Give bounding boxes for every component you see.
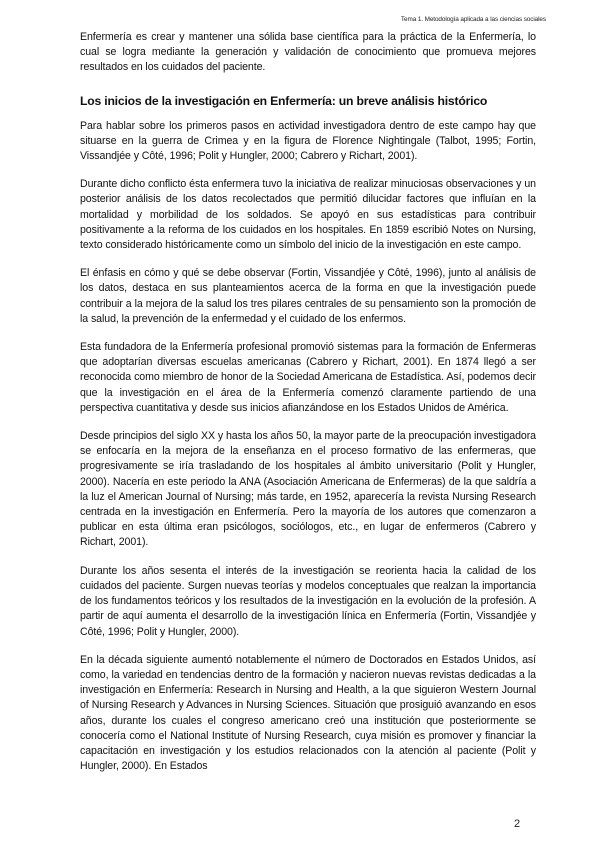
section-heading: Los inicios de la investigación en Enfermería: un breve análisis histórico: [80, 93, 488, 108]
body-paragraph: Durante dicho conflicto ésta enfermera tuvo la iniciativa de realizar minuciosas observaciones y un posterior análisis de los datos recolectados que permitió dilucidar factores que influían en la mortalidad y morbilidad de los soldados. Se apoyó en sus estadísticas para contribuir positivamente a la reforma de los cuidados en los hospitales. En 1859 escribió Notes on Nursing, texto considerado históricamente como un símbolo del inicio de la investigación en este campo.: [80, 178, 536, 252]
document-body: [80, 30, 536, 787]
running-header: Tema 1. Metodología aplicada a las ciencias sociales: [400, 16, 546, 23]
intro-paragraph: Enfermería es crear y mantener una sólida base científica para la práctica de la Enfermería, lo cual se logra mediante la generación y validación de conocimiento que promueva mejores resultados en los cuidados del paciente.: [80, 31, 536, 74]
body-paragraph: En la década siguiente aumentó notablemente el número de Doctorados en Estados Unidos, así como, la variedad en tendencias dentro de la formación y nacieron nuevas revistas dedicadas a la investigación en Enfermería: Research in Nursing and Health, a la que siguieron Western Journal of Nursing Research y Advances in Nursing Sciences. Situación que prosiguió avanzando en esos años, durante los cuales el congreso americano creó una institución que posteriormente se conocería como el National Institute of Nursing Research, cuya misión es promover y financiar la capacitación en investigación y los estudios relacionados con la atención al paciente (Polit y Hungler, 2000). En Estados: [80, 653, 536, 773]
body-paragraph: Durante los años sesenta el interés de la investigación se reorienta hacia la calidad de los cuidados del paciente. Surgen nuevas teorías y modelos conceptuales que realzan la importancia de los fundamentos teóricos y los resultados de la investigación en la evolución de la profesión. A partir de aquí aumenta el desarrollo de la investigación línica en Enfermería (Fortin, Vissandjée y Côté, 1996; Polit y Hungler, 2000).: [80, 564, 536, 638]
body-paragraph: Esta fundadora de la Enfermería profesional promovió sistemas para la formación de Enfermeras que adoptarían diversas escuelas americanas (Cabrero y Richart, 2001). En 1874 llegó a ser reconocida como miembro de honor de la Sociedad Americana de Estadística. Así, podemos decir que la investigación en el área de la Enfermería comenzó claramente partiendo de una perspectiva cuantitativa y desde sus inicios afianzándose en los Estados Unidos de América.: [80, 341, 536, 414]
body-paragraph: El énfasis en cómo y qué se debe observar (Fortin, Vissandjée y Côté, 1996), junto al análisis de los datos, destaca en sus planteamientos acerca de la forma en que la investigación puede contribuir a la mejora de la salud los tres pilares centrales de su pensamiento son la promoción de la salud, la prevención de la enfermedad y el cuidado de los enfermos.: [80, 267, 536, 325]
body-paragraph: Desde principios del siglo XX y hasta los años 50, la mayor parte de la preocupación investigadora se enfocaría en la mejora de la enseñanza en el proceso formativo de las enfermeras, que progresivamente se iría trasladando de los hospitales al ámbito universitario (Polit y Hungler, 2000). Nacería en este periodo la ANA (Asociación Americana de Enfermeras) de la que saldría a la luz el American Journal of Nursing; más tarde, en 1952, aparecería la revista Nursing Research centrada en la investigación en Enfermería. Pero la mayoría de los autores que comenzaron a publicar en esta última eran psicólogos, sociólogos, etc., en lugar de enfermeros (Cabrero y Richart, 2001).: [80, 430, 536, 549]
page-number: 2: [514, 818, 521, 830]
body-paragraph: Para hablar sobre los primeros pasos en actividad investigadora dentro de este campo hay que situarse en la guerra de Crimea y en la figura de Florence Nightingale (Talbot, 1995; Fortin, Vissandjée y Côté, 1996; Polit y Hungler, 2000; Cabrero y Richart, 2001).: [80, 119, 536, 163]
